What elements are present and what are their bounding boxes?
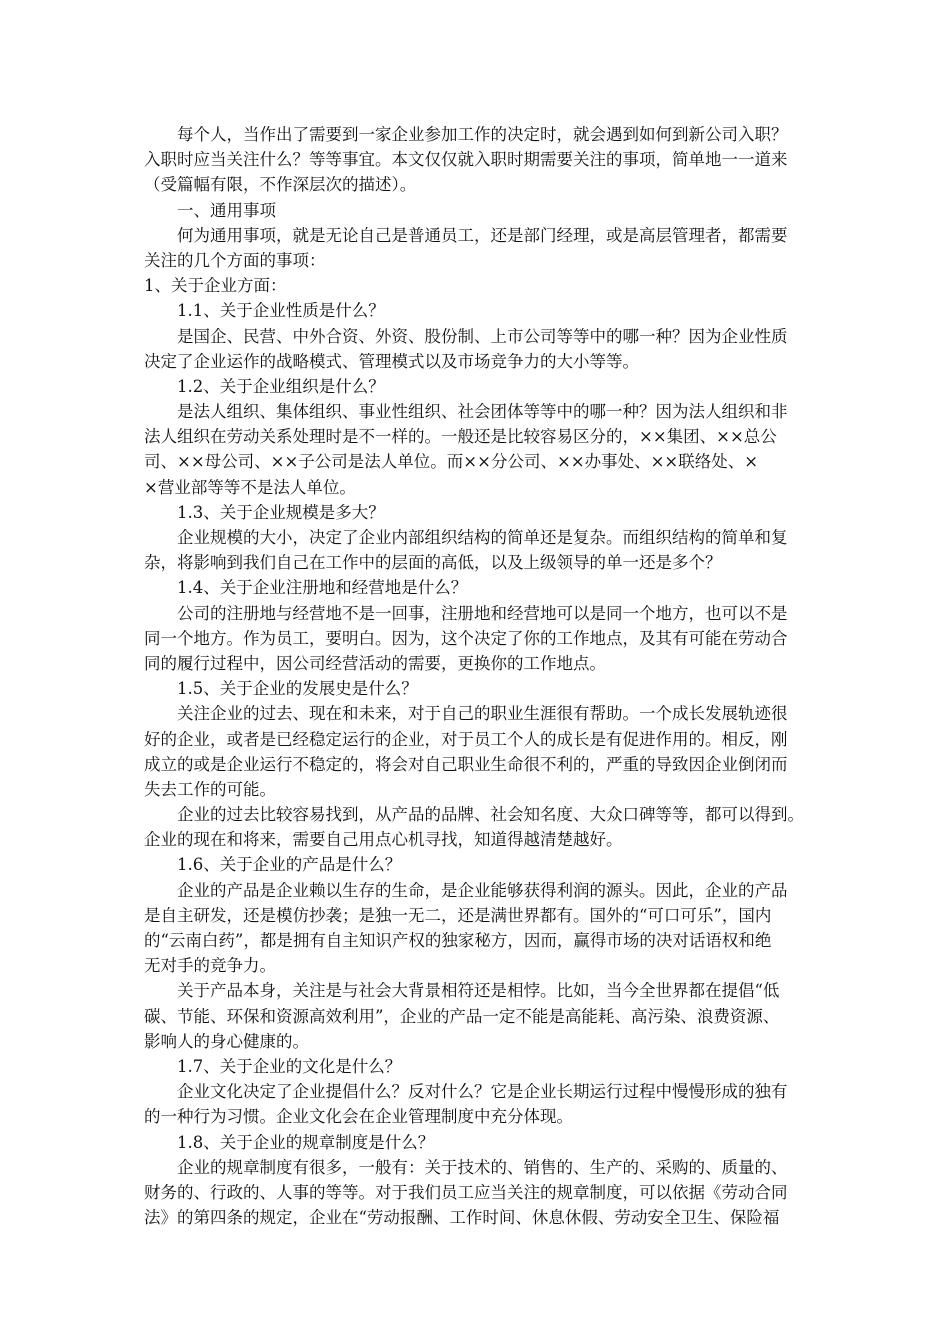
text-line: 财务的、行政的、人事的等等。对于我们员工应当关注的规章制度，可以依据《劳动合同 <box>144 1182 788 1202</box>
text-line: 关注企业的过去、现在和未来，对于自己的职业生涯很有帮助。一个成长发展轨迹很 <box>177 704 788 724</box>
document-page <box>144 122 810 1230</box>
text-line: 入职时应当关注什么？等等事宜。本文仅仅就入职时期需要关注的事项，简单地一一道来 <box>144 150 788 170</box>
text-line: 企业的产品是企业赖以生存的生命，是企业能够获得利润的源头。因此，企业的产品 <box>177 880 788 900</box>
text-line: 决定了企业运作的战略模式、管理模式以及市场竞争力的大小等等。 <box>144 351 639 371</box>
text-line: 法》的第四条的规定，企业在“劳动报酬、工作时间、休息休假、劳动安全卫生、保险福 <box>144 1208 780 1228</box>
text-line: 公司的注册地与经营地不是一回事，注册地和经营地可以是同一个地方，也可以不是 <box>177 603 788 623</box>
text-line: 法人组织在劳动关系处理时是不一样的。一般还是比较容易区分的，××集团、××总公 <box>144 427 777 447</box>
text-line: 碳、节能、环保和资源高效利用”，企业的产品一定不能是高能耗、高污染、浪费资源、 <box>144 1006 780 1026</box>
text-line: 成立的或是企业运行不稳定的，将会对自己职业生命很不利的，严重的导致因企业倒闭而 <box>144 754 788 774</box>
text-line: 1.7、关于企业的文化是什么？ <box>177 1056 402 1076</box>
text-line: 企业的过去比较容易找到，从产品的品牌、社会知名度、大众口碑等等，都可以得到。 <box>177 805 804 825</box>
text-line: 同一个地方。作为员工，要明白。因为，这个决定了你的工作地点，及其有可能在劳动合 <box>144 628 788 648</box>
text-line: 关于产品本身，关注是与社会大背景相符还是相悖。比如，当今全世界都在提倡“低 <box>177 981 780 1001</box>
text-line: 1.5、关于企业的发展史是什么？ <box>177 679 418 699</box>
text-line: 杂，将影响到我们自己在工作中的层面的高低，以及上级领导的单一还是多个？ <box>144 553 722 573</box>
text-line: 司、××母公司、××子公司是法人单位。而××分公司、××办事处、××联络处、× <box>144 452 759 472</box>
text-line: 企业文化决定了企业提倡什么？反对什么？它是企业长期运行过程中慢慢形成的独有 <box>177 1082 788 1102</box>
text-line: 影响人的身心健康的。 <box>144 1031 309 1051</box>
text-line: 1.4、关于企业注册地和经营地是什么？ <box>177 578 468 598</box>
text-line: 1.8、关于企业的规章制度是什么？ <box>177 1132 435 1152</box>
text-line: ×营业部等等不是法人单位。 <box>144 477 356 497</box>
text-line: 何为通用事项，就是无论自己是普通员工，还是部门经理，或是高层管理者，都需要 <box>177 225 788 245</box>
text-line: 1.1、关于企业性质是什么？ <box>177 301 385 321</box>
text-line: 是国企、民营、中外合资、外资、股份制、上市公司等等中的哪一种？因为企业性质 <box>177 326 788 346</box>
text-line: 1.2、关于企业组织是什么？ <box>177 376 385 396</box>
text-line: 关注的几个方面的事项： <box>144 250 326 270</box>
text-line: （受篇幅有限，不作深层次的描述）。 <box>144 175 417 195</box>
text-line: 好的企业，或者是已经稳定运行的企业，对于员工个人的成长是有促进作用的。相反，刚 <box>144 729 788 749</box>
text-line: 企业的现在和将来，需要自己用点心机寻找，知道得越清楚越好。 <box>144 830 623 850</box>
text-line: 一、通用事项 <box>177 200 276 220</box>
text-line: 1.3、关于企业规模是多大？ <box>177 502 385 522</box>
text-line: 失去工作的可能。 <box>144 779 276 799</box>
text-line: 是自主研发，还是模仿抄袭；是独一无二，还是满世界都有。国外的“可口可乐”，国内 <box>144 905 772 925</box>
text-line: 企业的规章制度有很多，一般有：关于技术的、销售的、生产的、采购的、质量的、 <box>177 1157 788 1177</box>
text-line: 的一种行为习惯。企业文化会在企业管理制度中充分体现。 <box>144 1107 573 1127</box>
text-line: 每个人，当作出了需要到一家企业参加工作的决定时，就会遇到如何到新公司入职？ <box>177 125 788 144</box>
text-line: 同的履行过程中，因公司经营活动的需要，更换你的工作地点。 <box>144 653 606 673</box>
text-line: 无对手的竞争力。 <box>144 956 276 976</box>
text-line: 1、关于企业方面： <box>144 276 287 296</box>
text-line: 企业规模的大小，决定了企业内部组织结构的简单还是复杂。而组织结构的简单和复 <box>177 528 788 547</box>
text-line: 是法人组织、集体组织、事业性组织、社会团体等等中的哪一种？因为法人组织和非 <box>177 402 788 422</box>
text-line: 1.6、关于企业的产品是什么？ <box>177 855 402 875</box>
text-line: 的“云南白药”，都是拥有自主知识产权的独家秘方，因而，赢得市场的决对话语权和绝 <box>144 931 772 950</box>
